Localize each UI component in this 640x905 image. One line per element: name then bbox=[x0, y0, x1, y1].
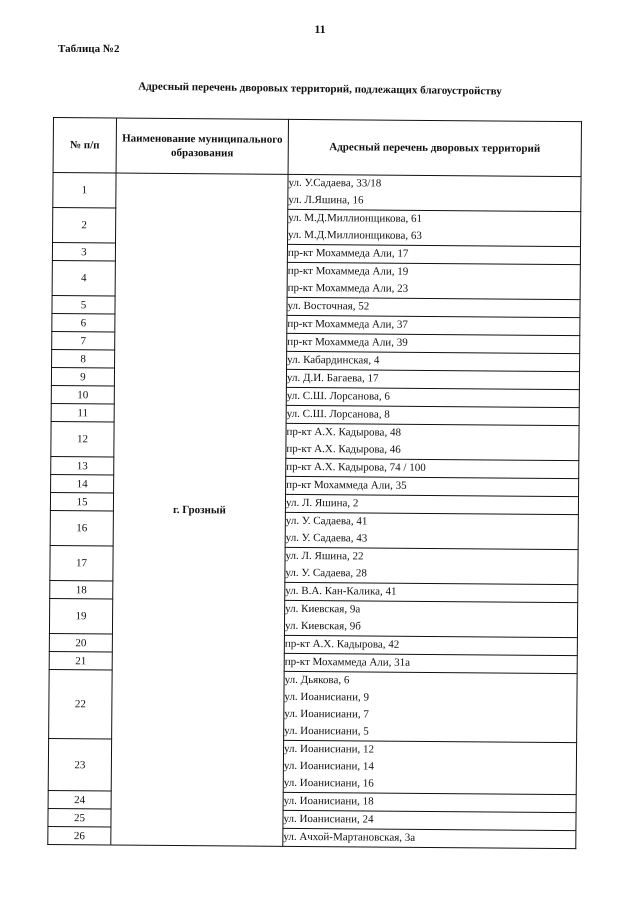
row-number: 11 bbox=[51, 403, 114, 421]
address-cell bbox=[288, 174, 581, 211]
address-line: ул. М.Д.Миллионщикова, 61 bbox=[288, 211, 423, 225]
column-header-addresses: Адресный перечень дворовых территорий bbox=[288, 119, 581, 176]
address-cell bbox=[286, 423, 579, 460]
address-line: пр-кт Мохаммеда Али, 17 bbox=[287, 246, 409, 260]
address-cell bbox=[284, 635, 577, 655]
row-number: 9 bbox=[51, 367, 114, 385]
address-line: ул. У. Садаева, 43 bbox=[285, 531, 368, 545]
address-line: пр-кт А.Х. Кадырова, 46 bbox=[286, 442, 401, 456]
row-number: 26 bbox=[48, 826, 111, 844]
address-cell bbox=[285, 494, 578, 514]
address-line: ул. Киевская, 9б bbox=[284, 619, 361, 633]
row-number: 20 bbox=[49, 633, 112, 651]
address-line: ул. М.Д.Миллионщикова, 63 bbox=[288, 228, 422, 242]
address-line: пр-кт Мохаммеда Али, 31а bbox=[284, 655, 411, 669]
address-line: ул. Л.Яшина, 16 bbox=[288, 193, 364, 207]
address-cell bbox=[285, 512, 578, 549]
address-line: ул. Л. Яшина, 22 bbox=[285, 549, 364, 563]
address-line: ул. Кабардинская, 4 bbox=[287, 353, 380, 367]
address-line: пр-кт А.Х. Кадырова, 74 / 100 bbox=[286, 460, 426, 474]
address-cell bbox=[285, 547, 578, 584]
municipality-name: г. Грозный bbox=[111, 173, 288, 846]
address-line: пр-кт Мохаммеда Али, 39 bbox=[287, 335, 408, 349]
address-cell bbox=[287, 262, 580, 299]
row-number: 21 bbox=[49, 651, 112, 669]
row-number: 3 bbox=[52, 243, 115, 261]
address-cell bbox=[286, 369, 579, 389]
row-number: 8 bbox=[52, 349, 115, 367]
address-line: пр-кт А.Х. Кадырова, 48 bbox=[286, 425, 402, 439]
row-number: 7 bbox=[52, 331, 115, 349]
row-number: 1 bbox=[53, 173, 116, 208]
address-cell bbox=[283, 828, 576, 848]
address-cell bbox=[286, 458, 579, 478]
address-cell bbox=[286, 405, 579, 425]
address-line: ул. Восточная, 52 bbox=[287, 299, 370, 313]
row-number: 12 bbox=[51, 421, 114, 456]
address-line: ул. Иоанисиани, 18 bbox=[283, 794, 374, 808]
address-line: ул. С.Ш. Лорсанова, 8 bbox=[286, 407, 390, 421]
address-cell bbox=[285, 582, 578, 602]
row-number: 25 bbox=[48, 808, 111, 826]
address-line: ул. У. Садаева, 28 bbox=[285, 566, 367, 580]
address-line: пр-кт А.Х. Кадырова, 42 bbox=[284, 637, 400, 651]
address-line: ул. Иоанисиани, 7 bbox=[284, 707, 369, 721]
address-line: ул. Иоанисиани, 16 bbox=[283, 776, 374, 790]
address-table bbox=[47, 117, 582, 849]
address-cell bbox=[286, 387, 579, 407]
page-number: 11 bbox=[314, 22, 326, 36]
address-cell bbox=[287, 333, 580, 353]
table-label: Таблица №2 bbox=[58, 43, 120, 55]
row-number: 23 bbox=[48, 738, 111, 790]
address-cell bbox=[287, 351, 580, 371]
address-cell bbox=[287, 244, 580, 264]
address-line: ул. Д.И. Багаева, 17 bbox=[286, 371, 379, 385]
address-line: ул. С.Ш. Лорсанова, 6 bbox=[286, 389, 390, 403]
address-line: ул. Иоанисиани, 14 bbox=[283, 759, 374, 773]
address-line: ул. Иоанисиани, 12 bbox=[283, 742, 375, 756]
address-line: ул. Иоанисиани, 24 bbox=[283, 812, 374, 826]
address-line: пр-кт Мохаммеда Али, 23 bbox=[287, 281, 409, 295]
address-cell bbox=[284, 653, 577, 673]
address-line: ул. У. Садаева, 41 bbox=[285, 514, 368, 528]
row-number: 6 bbox=[52, 313, 115, 331]
address-cell bbox=[287, 315, 580, 335]
row-number: 2 bbox=[53, 208, 116, 243]
row-number: 16 bbox=[50, 510, 113, 545]
table-header-row bbox=[53, 118, 581, 177]
address-cell bbox=[288, 209, 581, 246]
address-line: ул. Дьякова, 6 bbox=[284, 673, 350, 687]
address-line: пр-кт Мохаммеда Али, 19 bbox=[287, 264, 409, 278]
address-line: пр-кт Мохаммеда Али, 37 bbox=[287, 317, 408, 331]
row-number: 24 bbox=[48, 790, 111, 808]
column-header-number: № п/п bbox=[53, 118, 116, 173]
address-cell bbox=[283, 740, 576, 794]
row-number: 14 bbox=[51, 474, 114, 492]
address-line: ул. Киевская, 9а bbox=[285, 602, 361, 616]
table-row bbox=[53, 173, 581, 212]
row-number: 18 bbox=[50, 580, 113, 598]
address-cell bbox=[287, 297, 580, 317]
address-line: пр-кт Мохаммеда Али, 35 bbox=[286, 478, 407, 492]
address-line: ул. Ачхой-Мартановская, 3а bbox=[283, 830, 416, 844]
table-body bbox=[48, 173, 581, 849]
row-number: 19 bbox=[49, 598, 112, 633]
row-number: 15 bbox=[50, 492, 113, 510]
address-line: ул. Л. Яшина, 2 bbox=[285, 496, 359, 510]
address-line: ул. Иоанисиани, 5 bbox=[284, 724, 369, 738]
address-line: ул. Иоанисиани, 9 bbox=[284, 690, 370, 704]
row-number: 22 bbox=[49, 669, 113, 738]
row-number: 5 bbox=[52, 295, 115, 313]
address-line: ул. У.Садаева, 33/18 bbox=[288, 176, 382, 190]
address-cell bbox=[284, 600, 577, 637]
document-heading: Адресный перечень дворовых территорий, подлежащих благоустройству bbox=[138, 80, 502, 98]
address-cell bbox=[283, 792, 576, 812]
address-line: ул. В.А. Кан-Калика, 41 bbox=[285, 584, 397, 598]
address-cell bbox=[283, 810, 576, 830]
row-number: 13 bbox=[51, 456, 114, 474]
row-number: 4 bbox=[52, 260, 115, 295]
row-number: 17 bbox=[50, 545, 113, 580]
address-cell bbox=[284, 671, 578, 742]
address-cell bbox=[286, 476, 579, 496]
row-number: 10 bbox=[51, 385, 114, 403]
column-header-municipality: Наименование муниципального образования bbox=[116, 118, 288, 174]
